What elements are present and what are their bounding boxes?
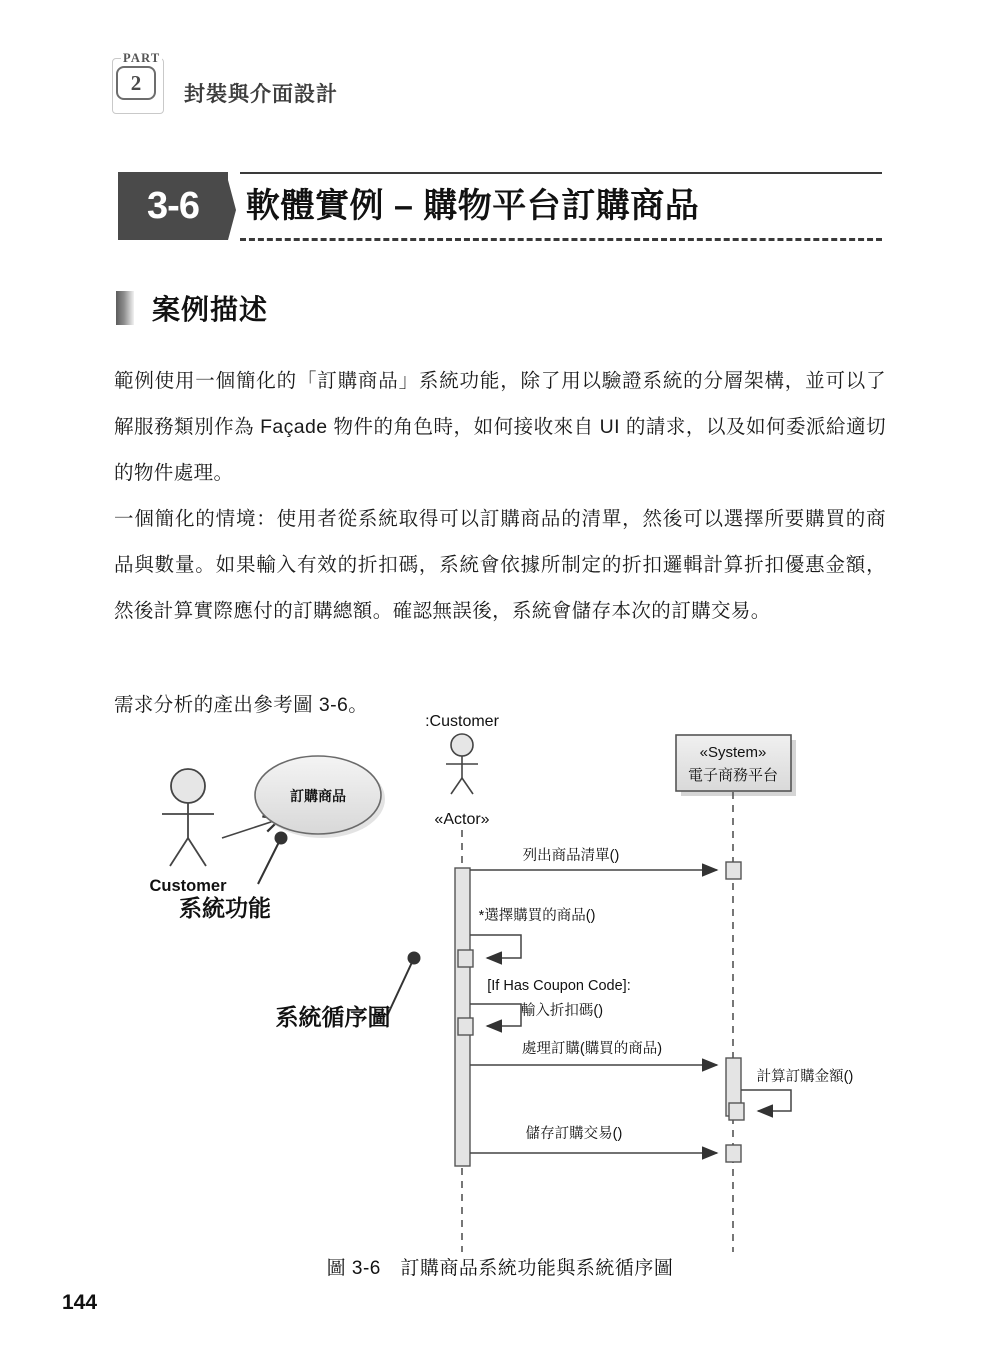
system-stereotype: «System» [699,744,767,761]
section-heading [118,172,882,244]
actor-activation-bar [455,868,470,1166]
section-title: 軟體實例 – 購物平台訂購商品 [246,187,700,225]
actor-nested-activation-1 [458,950,473,967]
message-label-1: 列出商品清單() [522,848,620,864]
usecase-actor-label: Customer [149,877,227,895]
subsection-bullet-icon [116,291,134,325]
message-label-4: 輸入折扣碼() [520,1003,604,1019]
section-rule-bottom [240,238,882,241]
figure-3-6 [0,713,1000,1296]
message-arrow-2 [470,935,521,958]
figure-caption: 圖 3-6 訂購商品系統功能與系統循序圖 [326,1258,674,1279]
system-name: 電子商務平台 [687,767,779,784]
message-label-3: [If Has Coupon Code]: [487,978,631,994]
section-number: 3-6 [118,172,228,240]
message-arrow-4 [470,1004,521,1026]
message-arrow-6 [741,1090,791,1111]
actor-nested-activation-2 [458,1018,473,1035]
paragraph-3: 需求分析的產出參考圖 3-6。 [114,694,369,716]
page-number: 144 [62,1291,98,1314]
sequence-annotation: 系統循序圖 [275,1004,391,1030]
usecase-annotation: 系統功能 [179,895,271,921]
sequence-actor-icon [446,734,478,794]
section-rule-top [240,172,882,174]
part-badge [112,52,168,114]
subsection-title: 案例描述 [152,294,269,325]
message-label-7: 儲存訂購交易() [525,1126,623,1142]
usecase-actor-icon [162,769,214,866]
system-activation-1 [726,862,741,879]
sequence-actor-stereotype: «Actor» [434,811,490,828]
usecase-leader-line [258,838,281,884]
part-title: 封裝與介面設計 [184,83,338,106]
sequence-leader-line [387,958,414,1016]
usecase-label: 訂購商品 [290,788,346,804]
system-nested-activation [729,1103,744,1120]
part-word: PART [123,51,161,65]
sequence-actor-name: :Customer [425,713,499,730]
figure-diagram [0,713,1000,1296]
part-header [112,48,338,114]
system-activation-3 [726,1145,741,1162]
paragraph-2: 一個簡化的情境：使用者從系統取得可以訂購商品的清單，然後可以選擇所要購買的商品與數量。如果輸入有效的折扣碼，系統會依據所制定的折扣邏輯計算折扣優惠金額，然後計算實際應付的訂購總額。確認無誤後，系統會儲存本次的訂購交易。 [114,508,886,622]
part-number: 2 [116,66,156,100]
message-label-2: *選擇購買的商品() [478,908,596,924]
paragraph-1: 範例使用一個簡化的「訂購商品」系統功能，除了用以驗證系統的分層架構，並可以了解服務類別作為 Façade 物件的角色時，如何接收來自 UI 的請求，以及如何委派給適切的物件處理。 [114,370,886,484]
subsection-heading [116,288,268,328]
message-label-6: 計算訂購金額() [756,1069,854,1085]
message-label-5: 處理訂購(購買的商品) [521,1041,663,1057]
